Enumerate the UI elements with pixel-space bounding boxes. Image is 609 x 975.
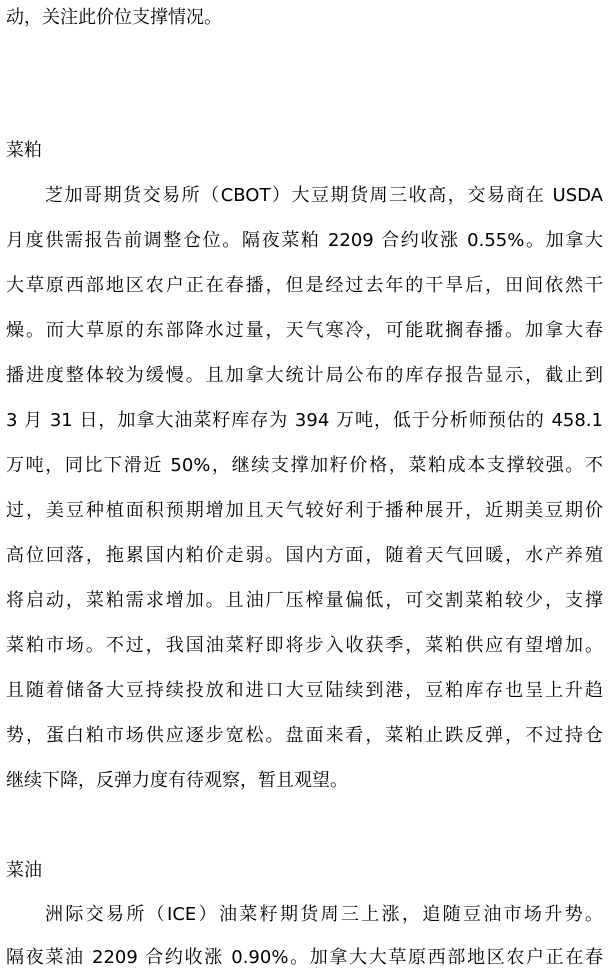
paragraph-line: 且随着储备大豆持续投放和进口大豆陆续到港，豆粕库存也呈上升趋 bbox=[6, 680, 603, 701]
paragraph-line: 洲际交易所（ICE）油菜籽期货周三上涨，追随豆油市场升势。 bbox=[45, 904, 603, 925]
paragraph-line: 继续下降，反弹力度有待观察，暂且观望。 bbox=[6, 770, 348, 791]
intro-tail-line: 动，关注此价位支撑情况。 bbox=[6, 7, 222, 28]
paragraph-line: 播进度整体较为缓慢。且加拿大统计局公布的库存报告显示，截止到 bbox=[6, 365, 603, 386]
section-heading-rapeseed-meal: 菜粕 bbox=[6, 140, 42, 161]
paragraph-line: 月度供需报告前调整仓位。隔夜菜粕 2209 合约收涨 0.55%。加拿大 bbox=[6, 230, 603, 251]
paragraph-line: 将启动，菜粕需求增加。且油厂压榨量偏低，可交割菜粕较少，支撑 bbox=[6, 590, 603, 611]
paragraph-line: 菜粕市场。不过，我国油菜籽即将步入收获季，菜粕供应有望增加。 bbox=[6, 635, 603, 656]
section-heading-rapeseed-oil: 菜油 bbox=[6, 860, 42, 881]
paragraph-line: 万吨，同比下滑近 50%，继续支撑加籽价格，菜粕成本支撑较强。不 bbox=[6, 455, 603, 476]
paragraph-line: 大草原西部地区农户正在春播，但是经过去年的干旱后，田间依然干 bbox=[6, 275, 603, 296]
paragraph-line: 过，美豆种植面积预期增加且天气较好利于播种展开，近期美豆期价 bbox=[6, 500, 603, 521]
paragraph-line: 势，蛋白粕市场供应逐步宽松。盘面来看，菜粕止跌反弹，不过持仓 bbox=[6, 725, 603, 746]
paragraph-line: 芝加哥期货交易所（CBOT）大豆期货周三收高，交易商在 USDA bbox=[45, 185, 603, 206]
paragraph-line: 隔夜菜油 2209 合约收涨 0.90%。加拿大大草原西部地区农户正在春 bbox=[6, 947, 603, 968]
paragraph-line: 高位回落，拖累国内粕价走弱。国内方面，随着天气回暖，水产养殖 bbox=[6, 545, 603, 566]
paragraph-line: 3 月 31 日，加拿大油菜籽库存为 394 万吨，低于分析师预估的 458.1 bbox=[6, 410, 603, 431]
paragraph-line: 燥。而大草原的东部降水过量，天气寒冷，可能耽搁春播。加拿大春 bbox=[6, 320, 603, 341]
